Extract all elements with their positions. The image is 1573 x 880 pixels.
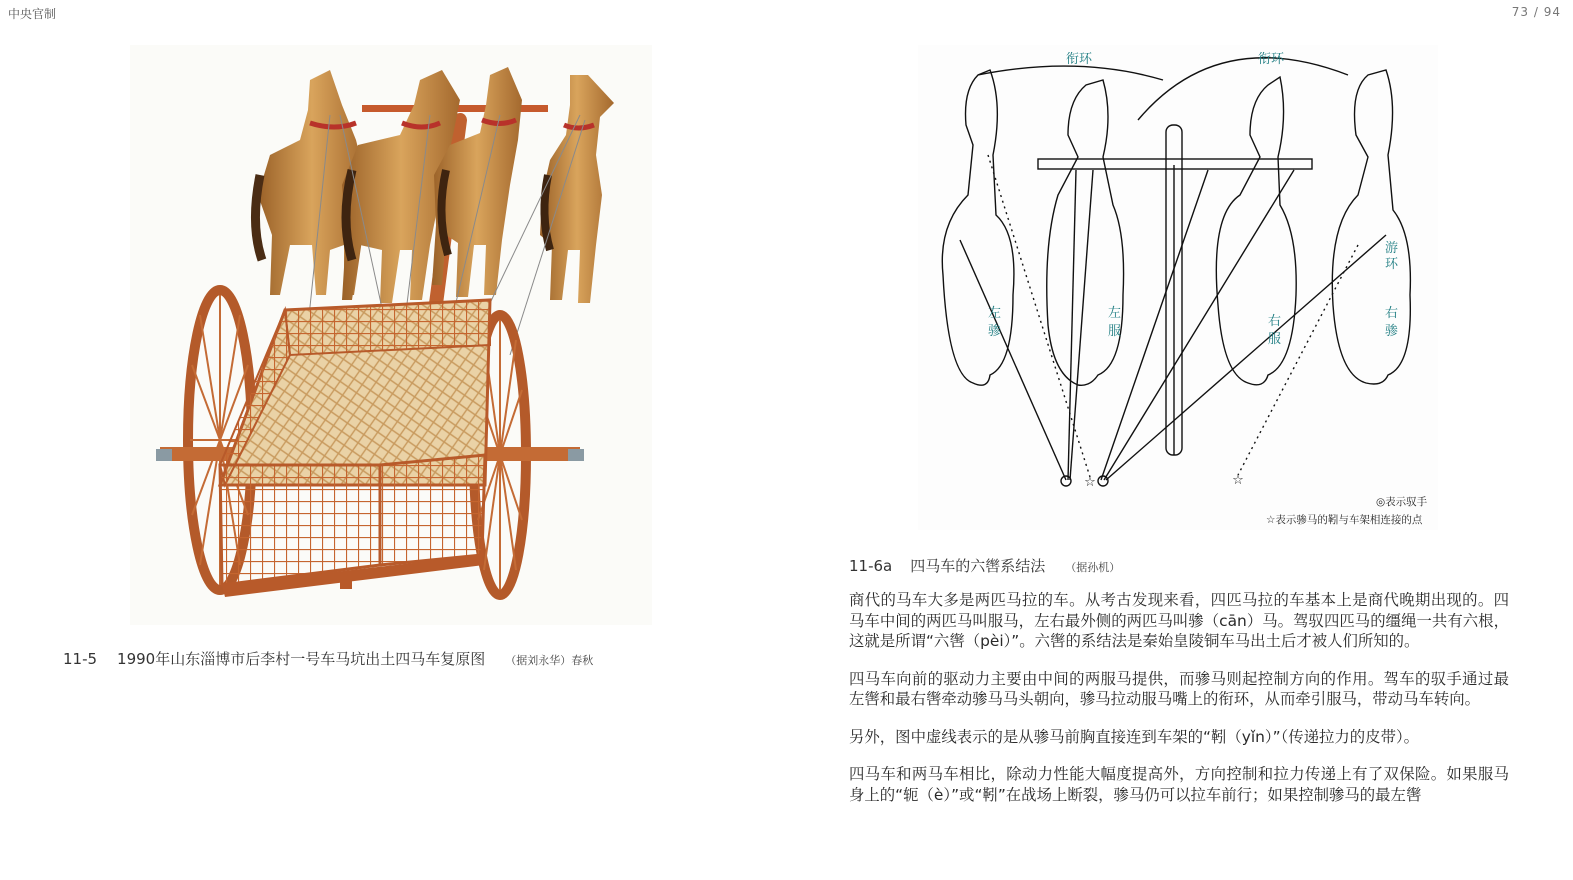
svg-text:游: 游 bbox=[1385, 241, 1399, 256]
svg-text:右: 右 bbox=[1385, 306, 1399, 321]
label-left-fu bbox=[1108, 306, 1121, 339]
label-right-fu bbox=[1268, 314, 1281, 347]
svg-text:服: 服 bbox=[1268, 332, 1282, 347]
page-indicator: 73 / 94 bbox=[1511, 5, 1561, 19]
body-text bbox=[849, 590, 1509, 822]
horses bbox=[255, 67, 614, 303]
figure-credit: （据孙机） bbox=[1065, 561, 1121, 574]
figure-credit: （据刘永华）春秋 bbox=[505, 654, 594, 667]
paragraph: 四马车和两马车相比，除动力性能大幅度提高外，方向控制和拉力传递上有了双保险。如果服马身上的“轭（è）”或“靷”在战场上断裂，骖马仍可以拉车前行；如果控制骖马的最左辔 bbox=[849, 765, 1509, 804]
paragraph: 商代的马车大多是两匹马拉的车。从考古发现来看，四匹马拉的车基本上是商代晚期出现的。四马车中间的两匹马叫服马，左右最外侧的两匹马叫骖（cān）马。驾驭四匹马的缰绳一共有六根，这就是所谓“六辔（pèi）”。六辔的系结法是秦始皇陵铜车马出土后才被人们所知的。 bbox=[849, 591, 1509, 650]
legend-attach-point: ☆表示骖马的靷与车架相连接的点 bbox=[1266, 514, 1423, 526]
figure-caption-text: 1990年山东淄博市后李村一号车马坑出土四马车复原图 bbox=[117, 650, 486, 668]
label-left-can bbox=[988, 306, 1001, 339]
svg-text:服: 服 bbox=[1108, 324, 1122, 339]
svg-text:左: 左 bbox=[1108, 306, 1122, 321]
figure-number: 11-5 bbox=[63, 650, 98, 668]
horse-outline bbox=[942, 70, 1410, 385]
legend-driver: ◎表示驭手 bbox=[1376, 496, 1428, 508]
label-you-huan bbox=[1385, 241, 1399, 272]
svg-text:骖: 骖 bbox=[1385, 324, 1399, 339]
label-bit-ring-left: 衔环 bbox=[1066, 52, 1093, 67]
figure-caption-right bbox=[849, 555, 1120, 576]
paragraph: 四马车向前的驱动力主要由中间的两服马提供，而骖马则起控制方向的作用。驾车的驭手通过最左辔和最右辔牵动骖马马头朝向，骖马拉动服马嘴上的衔环，从而牵引服马，带动马车转向。 bbox=[849, 669, 1509, 708]
six-reins-diagram bbox=[918, 45, 1438, 530]
label-right-can bbox=[1385, 306, 1398, 339]
paragraph: 另外，图中虚线表示的是从骖马前胸直接连到车架的“靷（yǐn）”（传递拉力的皮带）。 bbox=[849, 727, 1420, 746]
svg-text:左: 左 bbox=[988, 306, 1002, 321]
svg-text:☆: ☆ bbox=[1084, 475, 1096, 490]
svg-text:右: 右 bbox=[1268, 314, 1282, 329]
chariot-illustration bbox=[130, 45, 652, 625]
figure-number: 11-6a bbox=[849, 557, 893, 575]
svg-text:骖: 骖 bbox=[988, 324, 1002, 339]
section-title: 中央官制 bbox=[8, 7, 57, 21]
figure-caption-text: 四马车的六辔系结法 bbox=[910, 557, 1046, 575]
svg-text:☆: ☆ bbox=[1232, 473, 1244, 488]
label-bit-ring-right: 衔环 bbox=[1258, 52, 1285, 67]
figure-caption-left bbox=[63, 648, 593, 669]
svg-text:环: 环 bbox=[1385, 257, 1399, 272]
